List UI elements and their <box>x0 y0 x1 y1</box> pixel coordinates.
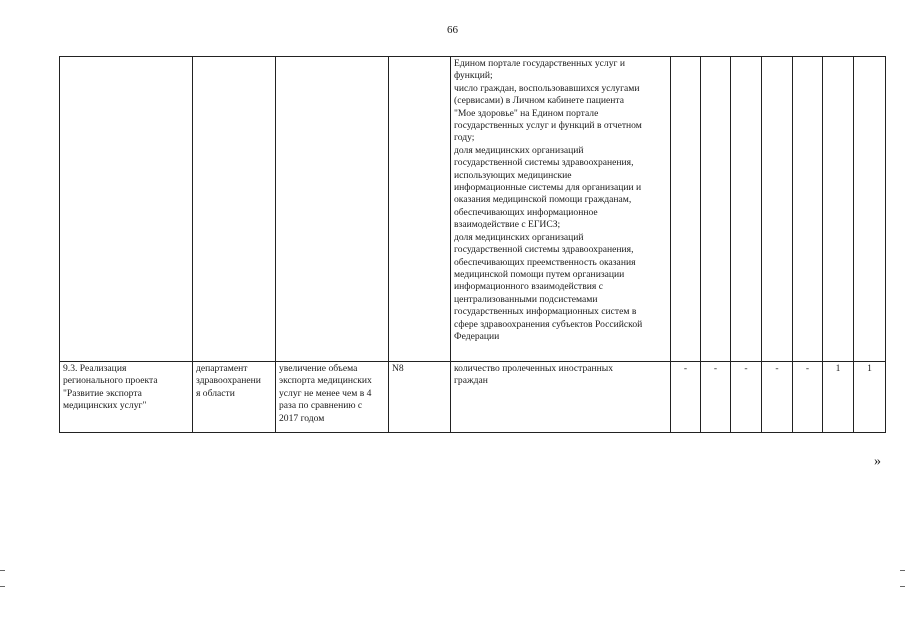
value-cell <box>701 57 731 362</box>
program-measures-table <box>59 56 886 433</box>
closing-quote: » <box>874 454 881 469</box>
value-cell: - <box>762 362 793 433</box>
link-cell <box>389 57 451 362</box>
responsible-cell: департамент здравоохранени я области <box>193 362 276 433</box>
value-cell: 1 <box>854 362 886 433</box>
indicators-cell: количество пролеченных иностранных граждан <box>451 362 671 433</box>
left-edge-mark <box>0 570 5 571</box>
indicators-cell: Едином портале государственных услуг и функций; число граждан, воспользовавшихся услугами (сервисами) в Личном кабинете пациента "Мое здоровье" на Едином портале государственных услуг и функций в отчетном году; доля медицинских организаций государственной системы здравоохранения, использующих медицинские информационные системы для организации и оказания медицинской помощи гражданам, обеспечивающих информационное взаимодействие с ЕГИСЗ; доля медицинских организаций государственной системы здравоохранения, обеспечивающих преемственность оказания медицинской помощи путем организации информационного взаимодействия с централизованными подсистемами государственных информационных систем в сфере здравоохранения субъектов Российской Федерации <box>451 57 671 362</box>
value-cell: - <box>793 362 823 433</box>
value-cell <box>793 57 823 362</box>
table-row-continuation <box>60 57 886 362</box>
responsible-cell <box>193 57 276 362</box>
value-cell <box>762 57 793 362</box>
result-cell: увеличение объема экспорта медицинских услуг не менее чем в 4 раза по сравнению с 2017 годом <box>276 362 389 433</box>
value-cell <box>823 57 854 362</box>
table-row-9-3 <box>60 362 886 433</box>
value-cell <box>671 57 701 362</box>
measure-cell: 9.3. Реализация регионального проекта "Развитие экспорта медицинских услуг" <box>60 362 193 433</box>
result-cell <box>276 57 389 362</box>
page-number: 66 <box>447 24 458 36</box>
value-cell <box>731 57 762 362</box>
value-cell: - <box>671 362 701 433</box>
right-edge-mark <box>900 570 905 571</box>
link-cell: N8 <box>389 362 451 433</box>
value-cell: 1 <box>823 362 854 433</box>
value-cell <box>854 57 886 362</box>
measure-cell <box>60 57 193 362</box>
value-cell: - <box>731 362 762 433</box>
value-cell: - <box>701 362 731 433</box>
right-edge-mark <box>900 586 905 587</box>
left-edge-mark <box>0 586 5 587</box>
